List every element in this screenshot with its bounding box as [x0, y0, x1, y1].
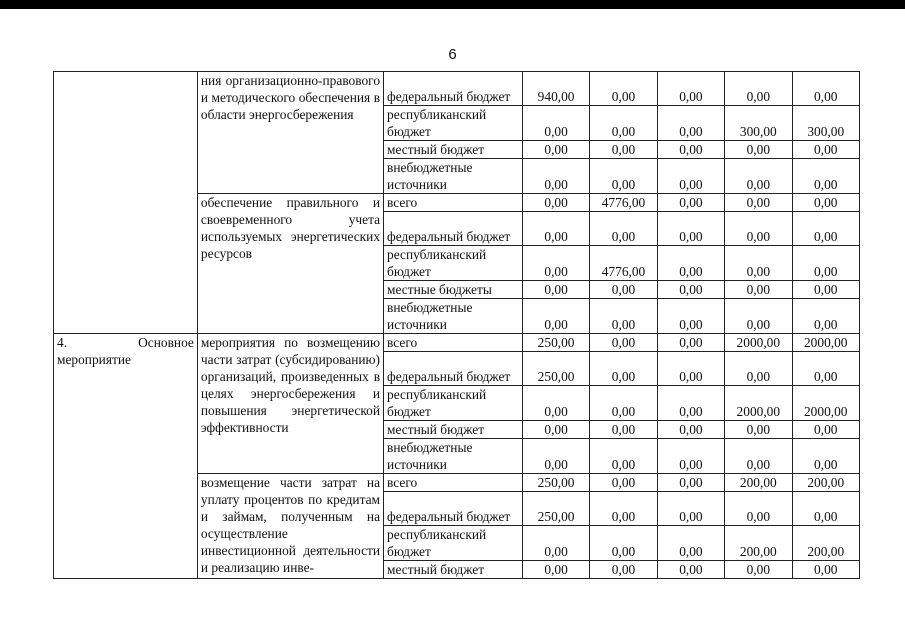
amount-cell: 0,00	[725, 72, 792, 106]
measure-description-cell: возмещение части затрат на уплату процентов по кредитам и займам, полученным на осуществление инвестиционной деятельности и реализацию инве-	[197, 474, 383, 579]
amount-cell: 0,00	[725, 281, 792, 299]
amount-cell: 0,00	[590, 159, 657, 194]
amount-cell: 250,00	[522, 492, 589, 526]
table-row	[54, 72, 860, 106]
event-cell	[54, 72, 198, 334]
page-number: 6	[448, 46, 457, 63]
funding-source-cell: республиканский бюджет	[384, 526, 523, 561]
amount-cell: 0,00	[657, 474, 724, 492]
amount-cell: 0,00	[522, 194, 589, 212]
amount-cell: 0,00	[590, 561, 657, 579]
measure-description-cell: обеспечение правильного и своевременного учета используемых энергетических ресурсов	[197, 194, 383, 334]
amount-cell: 0,00	[590, 212, 657, 246]
funding-source-cell: федеральный бюджет	[384, 72, 523, 106]
amount-cell: 0,00	[590, 72, 657, 106]
amount-cell: 0,00	[792, 212, 859, 246]
amount-cell: 300,00	[792, 106, 859, 141]
amount-cell: 0,00	[792, 421, 859, 439]
amount-cell: 0,00	[522, 141, 589, 159]
amount-cell: 0,00	[522, 561, 589, 579]
amount-cell: 0,00	[590, 492, 657, 526]
budget-table	[53, 71, 860, 579]
amount-cell: 200,00	[792, 526, 859, 561]
amount-cell: 0,00	[590, 421, 657, 439]
amount-cell: 0,00	[657, 561, 724, 579]
amount-cell: 0,00	[792, 246, 859, 281]
amount-cell: 0,00	[792, 439, 859, 474]
amount-cell: 0,00	[657, 159, 724, 194]
amount-cell: 0,00	[590, 281, 657, 299]
funding-source-cell: местный бюджет	[384, 141, 523, 159]
amount-cell: 0,00	[792, 72, 859, 106]
amount-cell: 0,00	[657, 212, 724, 246]
amount-cell: 0,00	[590, 299, 657, 334]
amount-cell: 0,00	[725, 141, 792, 159]
amount-cell: 0,00	[657, 299, 724, 334]
amount-cell: 0,00	[725, 352, 792, 386]
table-row	[54, 334, 860, 352]
amount-cell: 0,00	[792, 194, 859, 212]
amount-cell: 0,00	[725, 194, 792, 212]
amount-cell: 0,00	[725, 299, 792, 334]
amount-cell: 0,00	[590, 474, 657, 492]
funding-source-cell: внебюджетные источники	[384, 299, 523, 334]
funding-source-cell: всего	[384, 334, 523, 352]
amount-cell: 0,00	[590, 106, 657, 141]
amount-cell: 0,00	[522, 439, 589, 474]
funding-source-cell: местный бюджет	[384, 421, 523, 439]
amount-cell: 0,00	[590, 352, 657, 386]
amount-cell: 0,00	[657, 439, 724, 474]
funding-source-cell: всего	[384, 194, 523, 212]
amount-cell: 0,00	[522, 159, 589, 194]
amount-cell: 2000,00	[792, 386, 859, 421]
amount-cell: 0,00	[792, 159, 859, 194]
amount-cell: 0,00	[657, 386, 724, 421]
amount-cell: 0,00	[725, 246, 792, 281]
funding-source-cell: всего	[384, 474, 523, 492]
amount-cell: 0,00	[590, 141, 657, 159]
amount-cell: 0,00	[522, 526, 589, 561]
budget-table-body	[54, 72, 860, 579]
amount-cell: 0,00	[657, 421, 724, 439]
amount-cell: 0,00	[725, 159, 792, 194]
amount-cell: 0,00	[657, 281, 724, 299]
amount-cell: 0,00	[522, 281, 589, 299]
funding-source-cell: местный бюджет	[384, 561, 523, 579]
amount-cell: 0,00	[792, 299, 859, 334]
funding-source-cell: внебюджетные источники	[384, 159, 523, 194]
amount-cell: 0,00	[792, 561, 859, 579]
amount-cell: 0,00	[792, 281, 859, 299]
amount-cell: 0,00	[590, 334, 657, 352]
amount-cell: 0,00	[522, 421, 589, 439]
amount-cell: 4776,00	[590, 194, 657, 212]
amount-cell: 0,00	[657, 141, 724, 159]
funding-source-cell: внебюджетные источники	[384, 439, 523, 474]
amount-cell: 0,00	[725, 561, 792, 579]
amount-cell: 0,00	[657, 334, 724, 352]
amount-cell: 0,00	[725, 492, 792, 526]
amount-cell: 0,00	[725, 212, 792, 246]
funding-source-cell: федеральный бюджет	[384, 492, 523, 526]
amount-cell: 0,00	[725, 421, 792, 439]
amount-cell: 0,00	[792, 141, 859, 159]
amount-cell: 0,00	[657, 352, 724, 386]
amount-cell: 0,00	[657, 492, 724, 526]
amount-cell: 0,00	[657, 106, 724, 141]
amount-cell: 250,00	[522, 474, 589, 492]
amount-cell: 200,00	[725, 526, 792, 561]
funding-source-cell: федеральный бюджет	[384, 352, 523, 386]
amount-cell: 4776,00	[590, 246, 657, 281]
amount-cell: 0,00	[590, 526, 657, 561]
amount-cell: 0,00	[657, 72, 724, 106]
measure-description-cell: мероприятия по возмещению части затрат (субсидированию) организаций, произведенных в целях энергосбережения и повышения энергетической эффективности	[197, 334, 383, 474]
funding-source-cell: местные бюджеты	[384, 281, 523, 299]
amount-cell: 0,00	[590, 439, 657, 474]
scan-border-bar	[0, 0, 905, 9]
amount-cell: 250,00	[522, 334, 589, 352]
amount-cell: 0,00	[522, 386, 589, 421]
amount-cell: 200,00	[792, 474, 859, 492]
amount-cell: 250,00	[522, 352, 589, 386]
amount-cell: 0,00	[522, 299, 589, 334]
amount-cell: 0,00	[522, 106, 589, 141]
amount-cell: 0,00	[522, 212, 589, 246]
amount-cell: 940,00	[522, 72, 589, 106]
event-cell: 4. Основное мероприятие	[54, 334, 198, 579]
amount-cell: 0,00	[725, 439, 792, 474]
amount-cell: 2000,00	[792, 334, 859, 352]
amount-cell: 0,00	[522, 246, 589, 281]
amount-cell: 0,00	[590, 386, 657, 421]
funding-source-cell: республиканский бюджет	[384, 106, 523, 141]
amount-cell: 200,00	[725, 474, 792, 492]
measure-description-cell: ния организационно-правового и методического обеспечения в области энергосбережения	[197, 72, 383, 194]
amount-cell: 0,00	[657, 246, 724, 281]
funding-source-cell: республиканский бюджет	[384, 246, 523, 281]
amount-cell: 0,00	[657, 526, 724, 561]
amount-cell: 2000,00	[725, 386, 792, 421]
amount-cell: 0,00	[792, 352, 859, 386]
amount-cell: 2000,00	[725, 334, 792, 352]
funding-source-cell: федеральный бюджет	[384, 212, 523, 246]
funding-source-cell: республиканский бюджет	[384, 386, 523, 421]
amount-cell: 0,00	[657, 194, 724, 212]
amount-cell: 0,00	[792, 492, 859, 526]
amount-cell: 300,00	[725, 106, 792, 141]
